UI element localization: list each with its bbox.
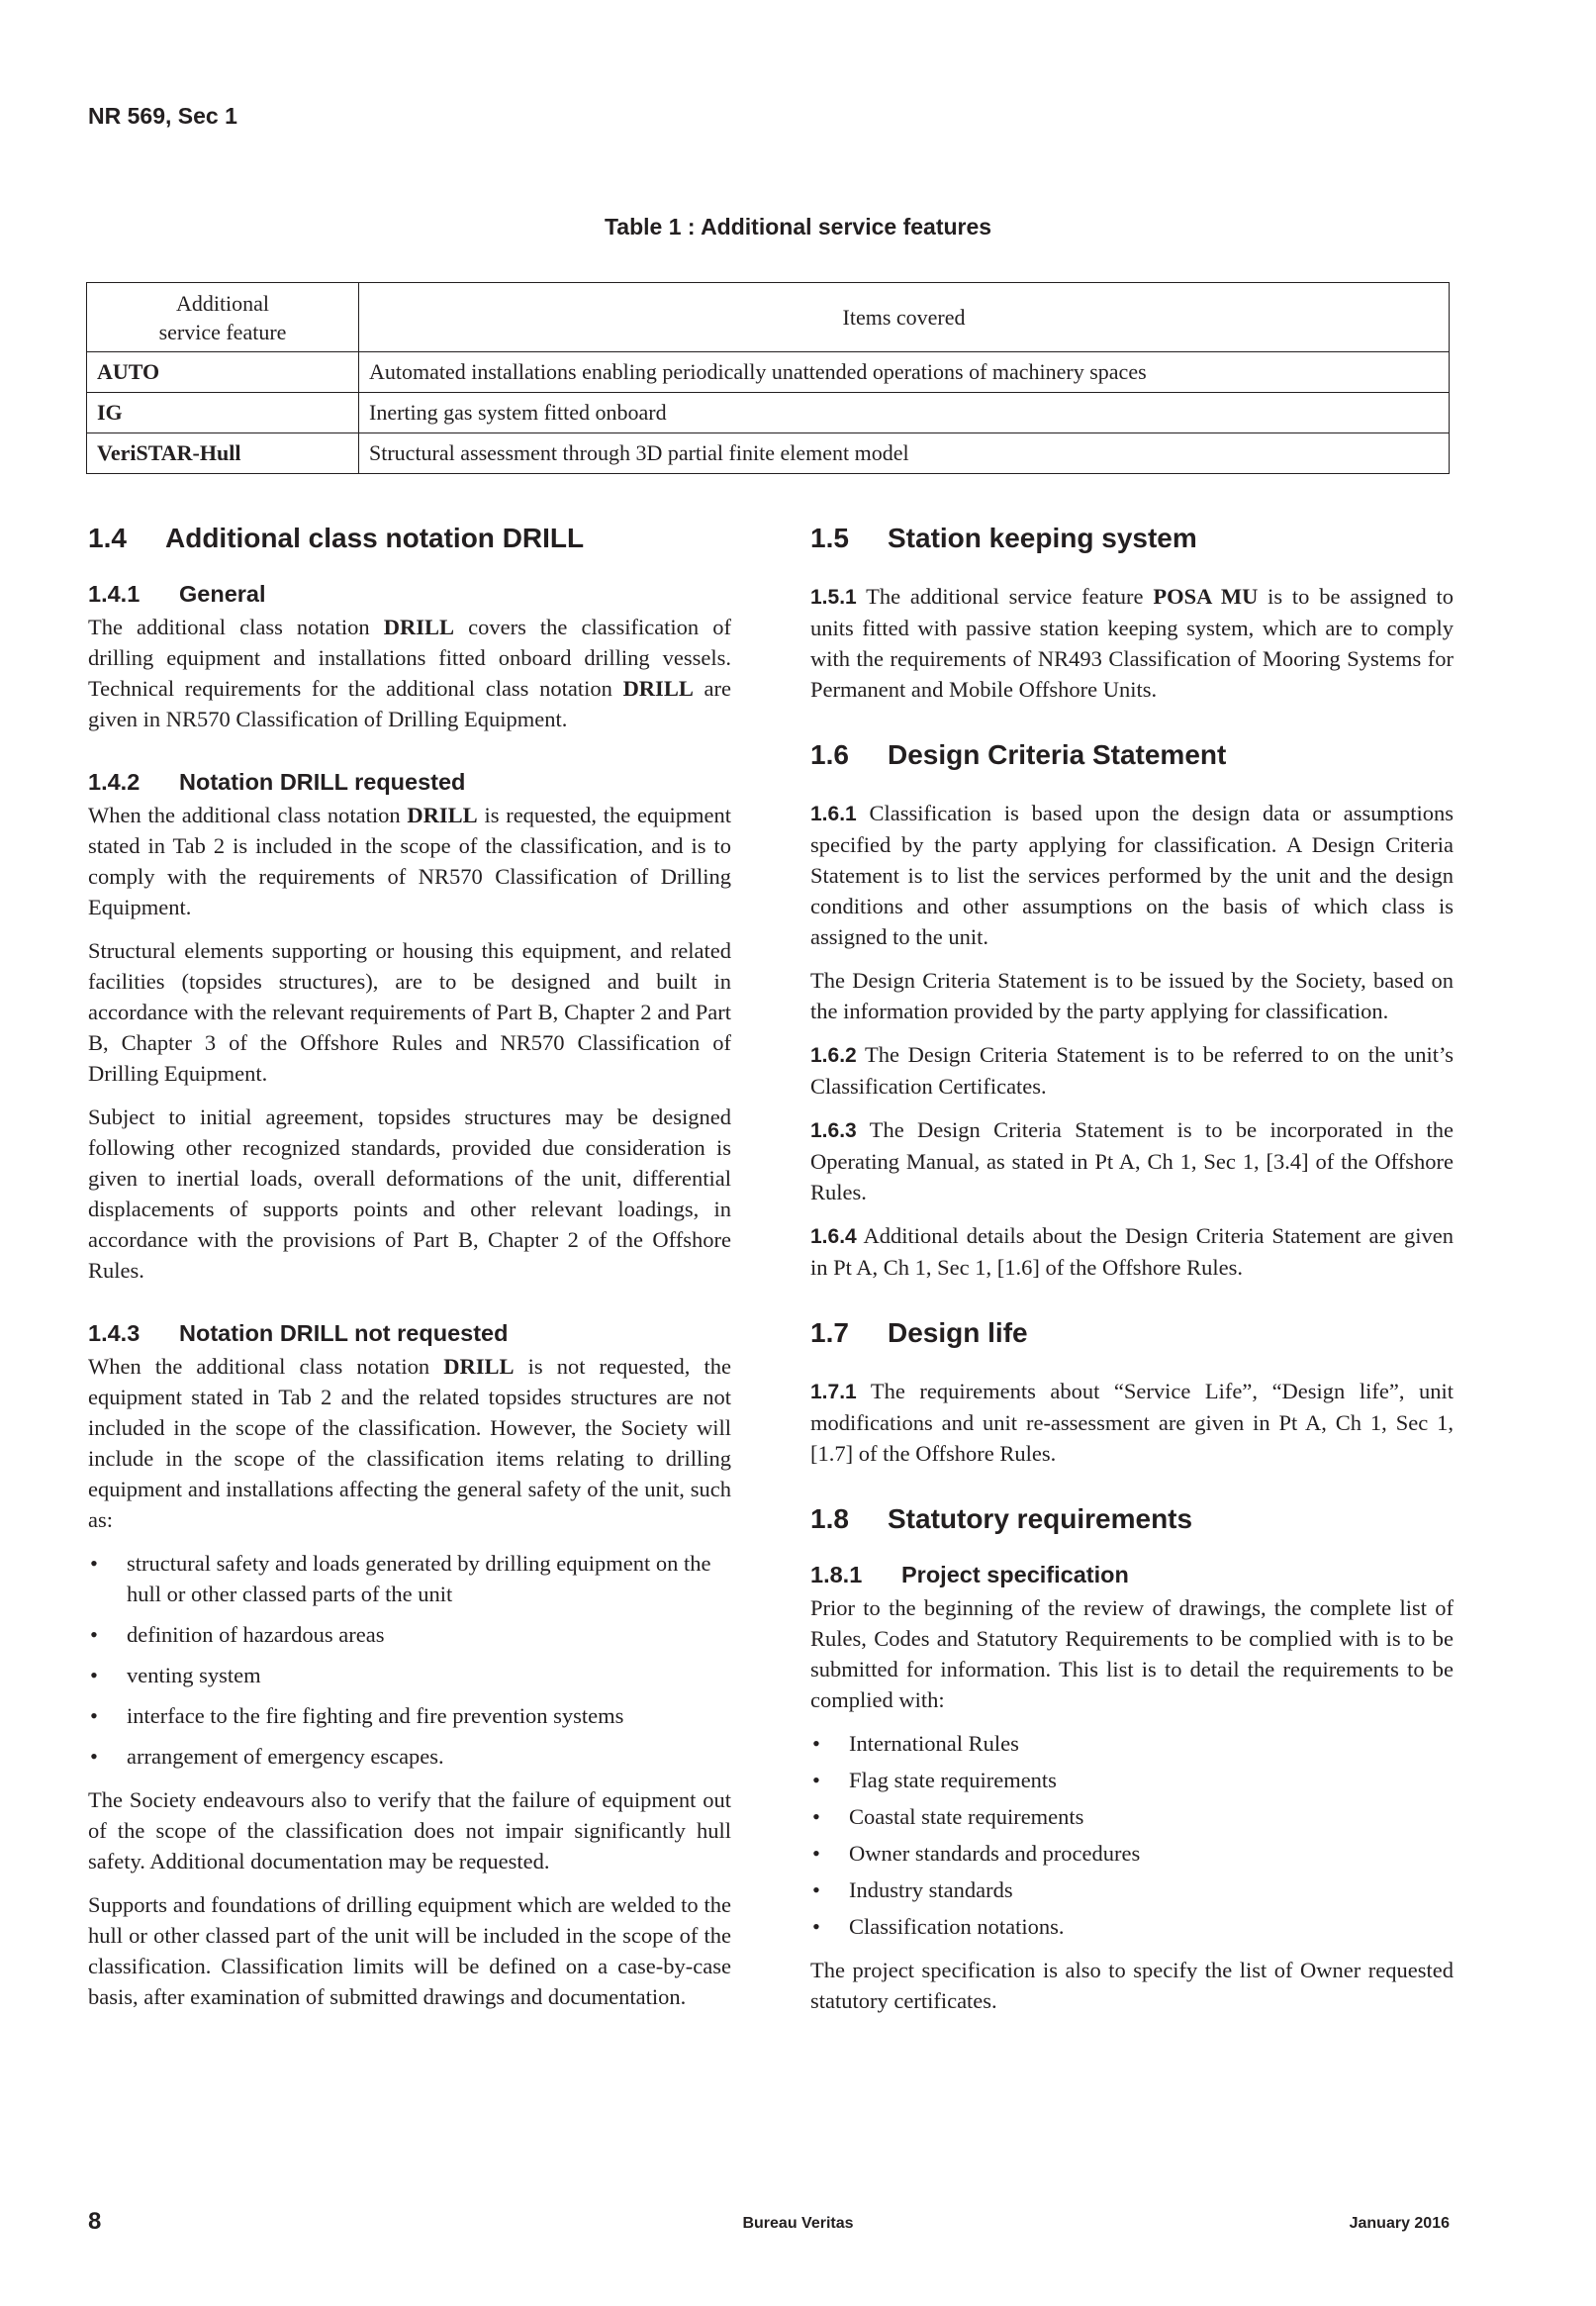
section-1-6-heading [810, 739, 1454, 771]
table-row [87, 433, 1450, 474]
section-1-5-heading [810, 523, 1454, 554]
section-number: 1.4.3 [88, 1320, 141, 1346]
section-number: 1.8 [810, 1503, 849, 1534]
feature-cell: VeriSTAR-Hull [87, 433, 359, 474]
paragraph: The Design Criteria Statement is to be issued by the Society, based on the information provided by the party applying for classification. [810, 968, 1454, 1023]
list-item: • Owner standards and procedures [810, 1838, 1454, 1869]
publication-date: January 2016 [1349, 2215, 1450, 2232]
table-header-items: Items covered [359, 283, 1450, 352]
section-number: 1.4.2 [88, 769, 141, 795]
page-number: 8 [88, 2208, 102, 2235]
section-title: Additional class notation DRILL [165, 523, 585, 553]
section-title: Station keeping system [888, 523, 1197, 553]
header-line-2: service feature [158, 319, 287, 344]
paragraph: The Society endeavours also to verify that the failure of equipment out of the scope of the classification does not impair significantly hull safety. Additional documentation may be requested. [88, 1787, 731, 1874]
table-row [87, 393, 1450, 433]
section-title: Design life [888, 1317, 1028, 1348]
table-row [87, 352, 1450, 393]
list-item: • definition of hazardous areas [88, 1619, 731, 1650]
paragraph: Subject to initial agreement, topsides structures may be designed following other recognized standards, provided due consideration is given to inertial loads, overall deformations of the unit, differential displacements of supports points and other relevant loadings, in accordance with the provisions of Part B, Chapter 2 of the Offshore Rules. [88, 1105, 731, 1283]
paragraph: When the additional class notation DRILL is requested, the equipment stated in Tab 2 is included in the scope of the classification, and is to comply with the requirements of NR570 Classification of Drilling Equipment. [88, 803, 732, 919]
paragraph: 1.6.2 The Design Criteria Statement is to be referred to on the unit’s Classification Certificates. [810, 1042, 1454, 1099]
section-number: 1.5 [810, 523, 849, 553]
section-title: Notation DRILL requested [179, 769, 466, 795]
paragraph: The additional class notation DRILL covers the classification of drilling equipment and installations fitted onboard drilling vessels. Technical requirements for the additional class notation DRILL are given in NR570 Classification of Drilling Equipment. [88, 615, 731, 731]
list-item: • venting system [88, 1660, 731, 1690]
section-1-4-heading [88, 523, 731, 554]
publisher: Bureau Veritas [742, 2215, 854, 2232]
items-cell: Automated installations enabling periodically unattended operations of machinery spaces [359, 352, 1450, 393]
list-item: • Industry standards [810, 1874, 1454, 1905]
left-column [88, 523, 731, 2025]
header-line-1: Additional [175, 290, 270, 316]
section-title: Notation DRILL not requested [179, 1320, 509, 1346]
section-title: Statutory requirements [888, 1503, 1193, 1534]
table-header-row [87, 283, 1450, 352]
right-column [810, 523, 1454, 2029]
section-title: Design Criteria Statement [888, 739, 1227, 770]
section-number: 1.4 [88, 523, 127, 553]
paragraph: 1.6.4 Additional details about the Design Criteria Statement are given in Pt A, Ch 1, Sec 1, [1.6] of the Offshore Rules. [810, 1223, 1454, 1280]
feature-cell: AUTO [87, 352, 359, 393]
items-cell: Structural assessment through 3D partial finite element model [359, 433, 1450, 474]
paragraph: 1.5.1 The additional service feature POSA MU is to be assigned to units fitted with passive station keeping system, which are to comply with the requirements of NR493 Classification of Mooring Systems for Permanent and Mobile Offshore Units. [810, 584, 1454, 702]
paragraph: Supports and foundations of drilling equipment which are welded to the hull or other classed part of the unit will be included in the scope of the classification. Classification limits will be defined on a case-by-case basis, after examination of submitted drawings and documentation. [88, 1892, 731, 2009]
paragraph: Prior to the beginning of the review of drawings, the complete list of Rules, Codes and Statutory Requirements to be complied with is to be submitted for information. This list is to detail the requirements to be complied with: [810, 1595, 1454, 1712]
list-item: • Classification notations. [810, 1911, 1454, 1942]
section-number: 1.8.1 [810, 1562, 863, 1587]
feature-cell: IG [87, 393, 359, 433]
section-title: Project specification [901, 1562, 1129, 1587]
service-features-table [86, 282, 1450, 474]
paragraph: 1.6.3 The Design Criteria Statement is to be incorporated in the Operating Manual, as stated in Pt A, Ch 1, Sec 1, [3.4] of the Offshore Rules. [810, 1117, 1454, 1204]
paragraph: 1.6.1 Classification is based upon the design data or assumptions specified by the party applying for classification. A Design Criteria Statement is to list the services performed by the unit and the design conditions and other assumptions on the basis of which class is assigned to the unit. [810, 801, 1454, 949]
section-1-8-heading [810, 1503, 1454, 1535]
section-number: 1.6 [810, 739, 849, 770]
section-title: General [179, 581, 266, 607]
paragraph: Structural elements supporting or housing this equipment, and related facilities (topsides structures), are to be designed and built in accordance with the relevant requirements of Part B, Chapter 2 and Part B, Chapter 3 of the Offshore Rules and NR570 Classification of Drilling Equipment. [88, 938, 731, 1086]
section-number: 1.7 [810, 1317, 849, 1348]
items-cell: Inerting gas system fitted onboard [359, 393, 1450, 433]
list-item: • International Rules [810, 1728, 1454, 1759]
section-number: 1.4.1 [88, 581, 141, 607]
section-1-7-heading [810, 1317, 1454, 1349]
list-item: • interface to the fire fighting and fire prevention systems [88, 1700, 731, 1731]
list-item: • arrangement of emergency escapes. [88, 1741, 731, 1772]
section-1-8-1-heading [810, 1562, 1454, 1588]
document-reference: NR 569, Sec 1 [88, 103, 237, 129]
paragraph: When the additional class notation DRILL is not requested, the equipment stated in Tab 2 and the related topsides structures are not included in the scope of the classification. However, the Society will include in the scope of the classification items relating to drilling equipment and installations affecting the general safety of the unit, such as: [88, 1354, 731, 1532]
section-1-4-2-heading [88, 769, 731, 796]
table-header-feature [87, 283, 359, 352]
table-caption: Table 1 : Additional service features [604, 214, 992, 240]
list-item: • Coastal state requirements [810, 1801, 1454, 1832]
bullet-list [88, 1548, 731, 1772]
list-item: • structural safety and loads generated by drilling equipment on the hull or other classed parts of the unit [88, 1548, 731, 1609]
section-1-4-3-heading [88, 1320, 731, 1347]
section-1-4-1-heading [88, 581, 731, 608]
paragraph: The project specification is also to specify the list of Owner requested statutory certificates. [810, 1958, 1454, 2013]
bullet-list [810, 1728, 1454, 1942]
paragraph: 1.7.1 The requirements about “Service Life”, “Design life”, unit modifications and unit re-assessment are given in Pt A, Ch 1, Sec 1, [1.7] of the Offshore Rules. [810, 1379, 1454, 1466]
list-item: • Flag state requirements [810, 1765, 1454, 1795]
